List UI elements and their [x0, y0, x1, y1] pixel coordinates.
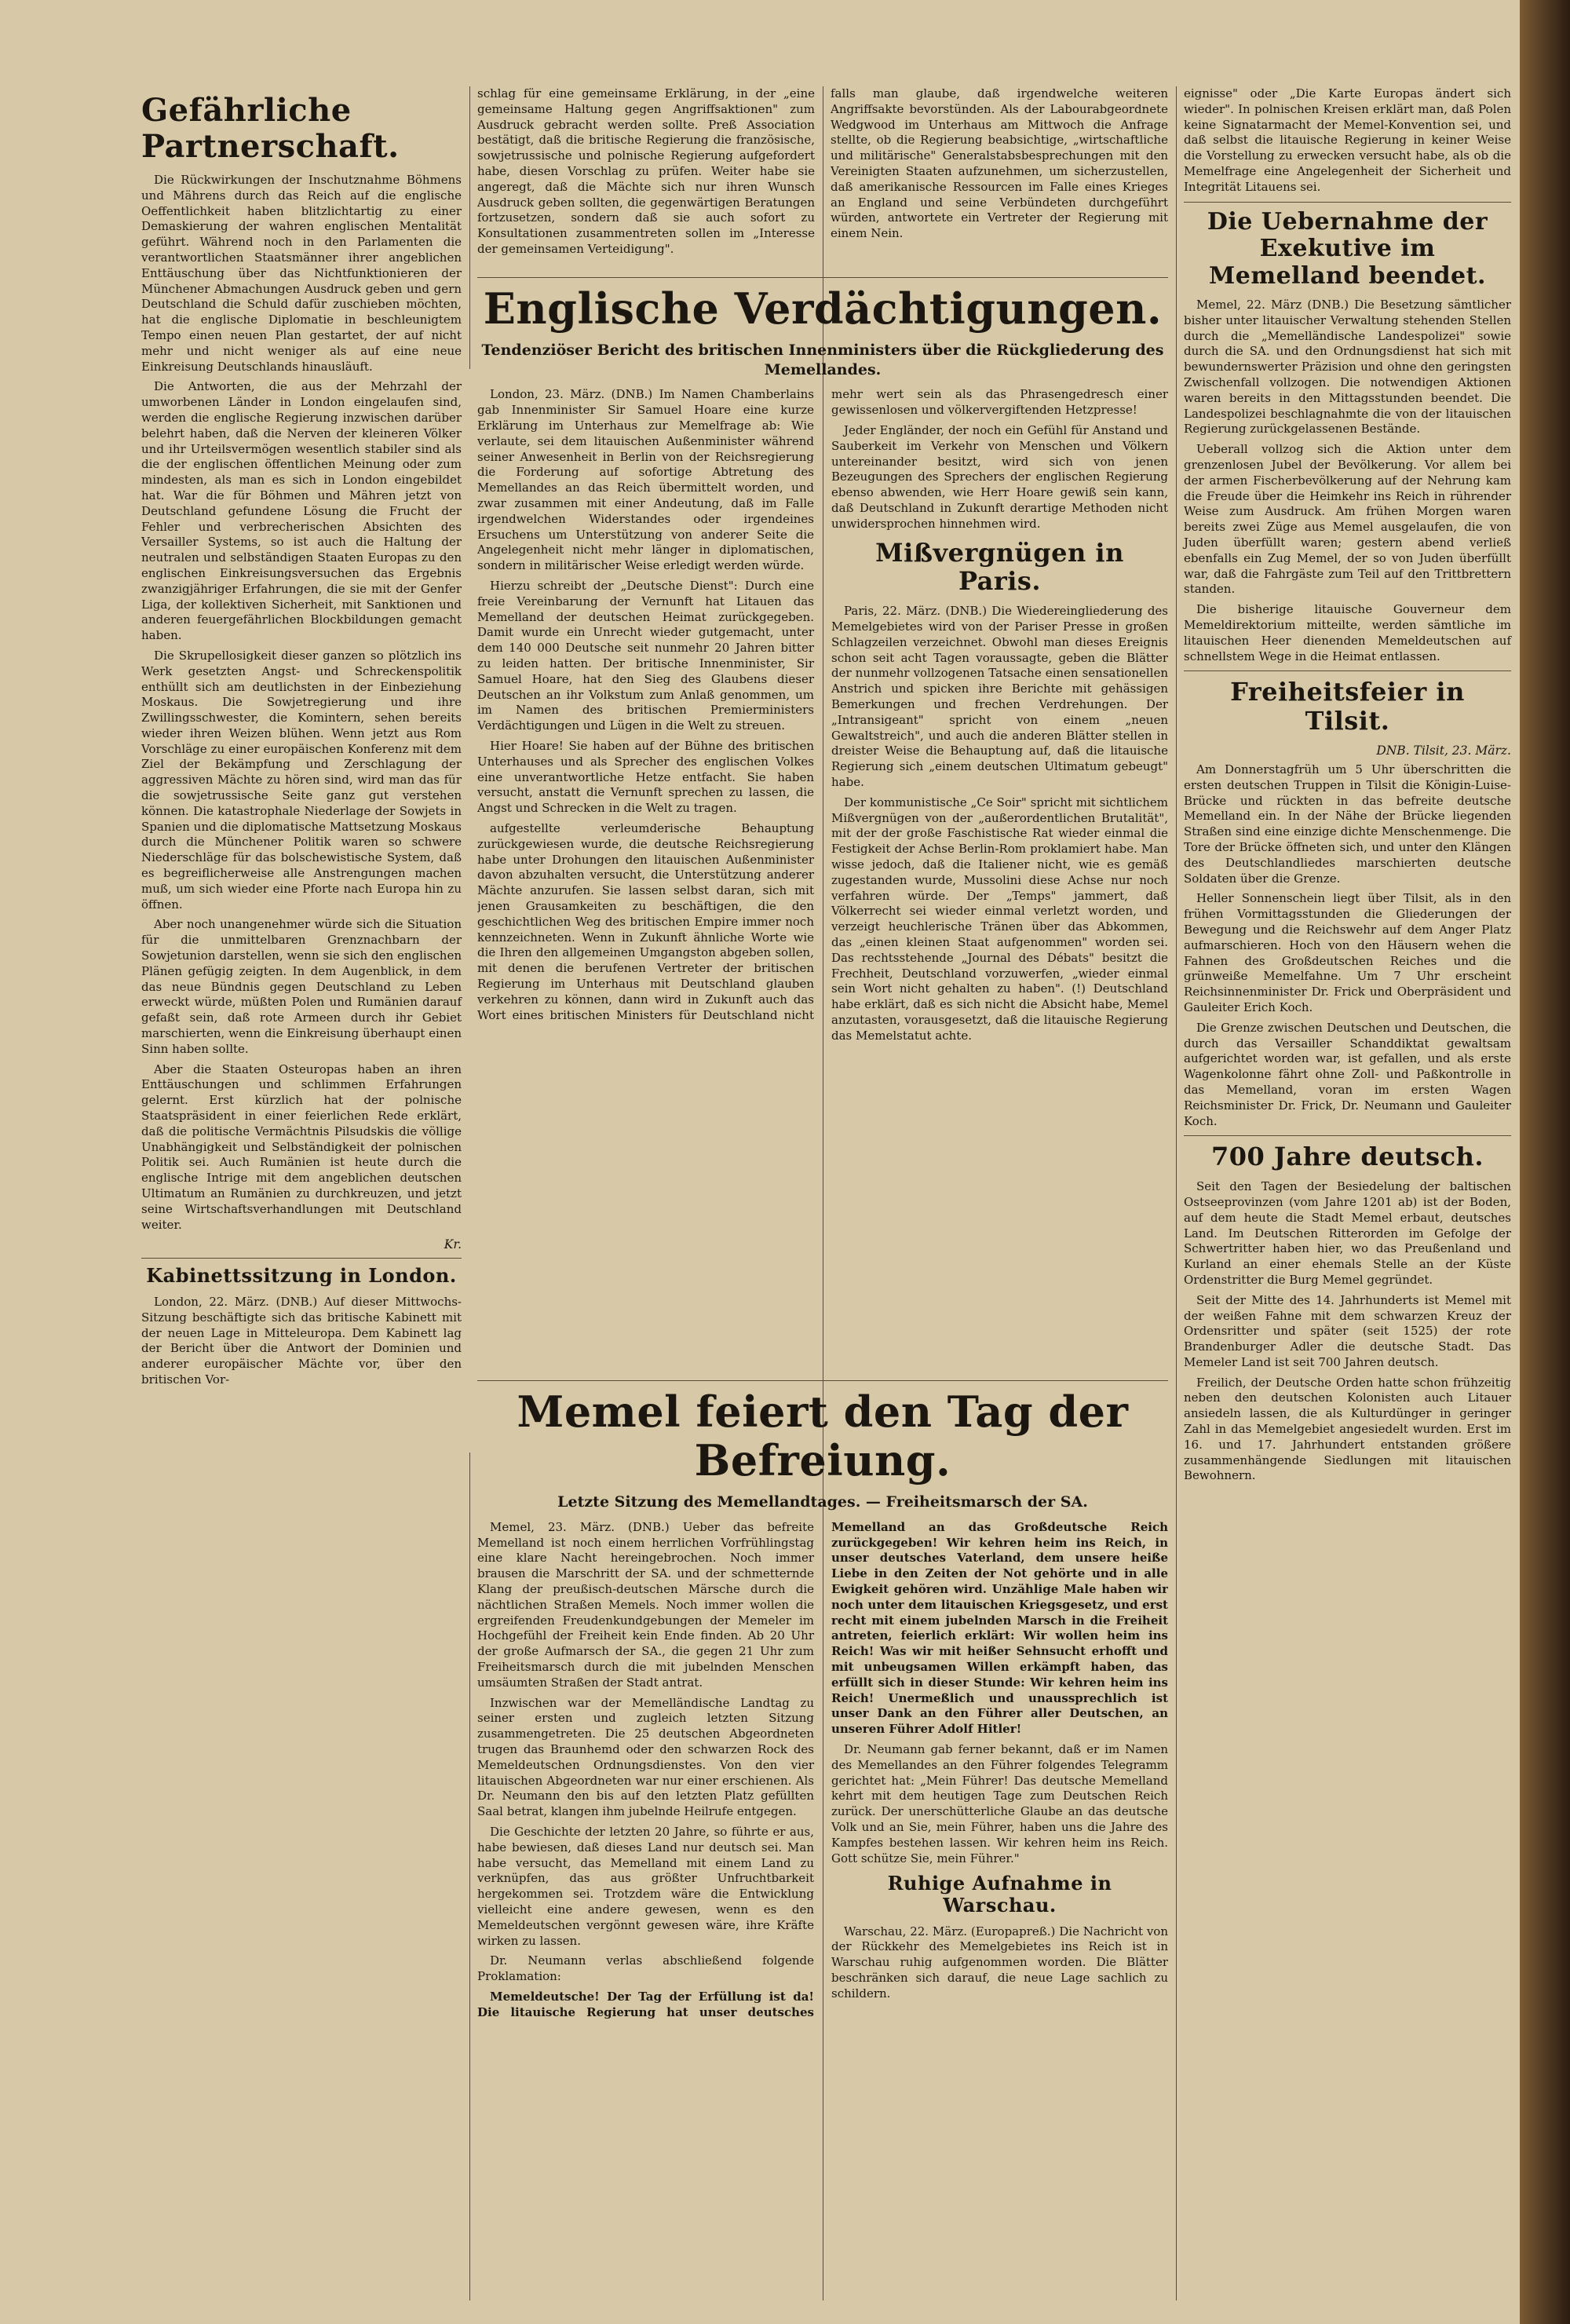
article-body: [477, 1520, 1168, 2313]
divider: [477, 277, 1168, 278]
article-paragraph: Seit der Mitte des 14. Jahrhunderts ist Memel mit der weißen Fahne mit dem schwarzen Kreuz der Ordensritter und später (seit 1525) der rote Brandenburger Adler die deutsche Stadt. Das Memeler Land ist seit 700 Jahren deutsch.: [1184, 1292, 1511, 1369]
divider: [141, 1258, 462, 1259]
article-paragraph: schlag für eine gemeinsame Erklärung, in der „eine gemeinsame Haltung gegen Angriffsaktionen" zum Ausdruck gebracht werden sollte. Preß Association bestätigt, daß die britische Regierung die französische, sowjetrussische und polnische Regierung aufgefordert habe, diesen Vorschlag zu prüfen. Weiter habe sie angeregt, daß die Mächte sich nur ihren Wunsch Ausdruck geben sollten, die gegenwärtigen Beratungen fortzusetzen, sondern daß sie auch sofort zu Konsultationen zusammentreten sollen im „Interesse der gemeinsamen Verteidigung".: [477, 86, 815, 256]
article-paragraph: Jeder Engländer, der noch ein Gefühl für Anstand und Sauberkeit im Verkehr von Menschen und Völkern untereinander besitzt, wird sich von jenen Bezeugungen des Sprechers der englischen Regierung ebenso abwenden, wie Herr Hoare gewiß sein kann, daß Deutschland in Zukunft derartige Methoden nicht unwidersprochen hinnehmen wird.: [831, 423, 1168, 531]
article-paragraph: Paris, 22. März. (DNB.) Die Wiedereingliederung des Memelgebietes wird von der Pariser Presse in großen Schlagzeilen verzeichnet. Obwohl man dieses Ereignis schon seit acht Tagen voraussagte, geben die Blätter der nunmehr vollzogenen Tatsache einen sensationellen Anstrich und spicken ihre Berichte mit gehässigen Bemerkungen und frechen Verdrehungen. Der „Intransigeant" spricht von einem „neuen Gewaltstreich", und auch die anderen Blätter stellen in dreister Weise die Behauptung auf, daß die litauische Regierung sich „einem deutschen Ultimatum gebeugt" habe.: [831, 604, 1168, 789]
article-paragraph: Heller Sonnenschein liegt über Tilsit, als in den frühen Vormittagsstunden die Gliederungen der Bewegung und die Reichswehr auf dem Anger Platz aufmarschieren. Hoch von den Häusern wehen die Fahnen des Großdeutschen Reiches und die grünweiße Memelfahne. Um 7 Uhr erscheint Reichsinnenminister Dr. Frick und Oberpräsident und Gauleiter Erich Koch.: [1184, 891, 1511, 1014]
article-paragraph: Die Antworten, die aus der Mehrzahl der umworbenen Länder in London eingelaufen sind, werden die englische Regierung inzwischen darüber belehrt haben, daß die Nerven der kleineren Völker und ihr Urteilsvermögen wesentlich stabiler sind als die der englischen öffentlichen Meinung oder zum mindesten, als man es sich in London eingebildet hat. War die für Böhmen und Mähren jetzt von Deutschland gefundene Lösung die Frucht der Fehler und verbrecherischen Absichten des Versailler Systems, so ist auch die Haltung der neutralen und selbständigen Staaten Europas zu den englischen Einkreisungsversuchen das Ergebnis zwanzigjähriger Erfahrungen, die sie mit der Genfer Liga, der kollektiven Sicherheit, mit Sanktionen und anderen feuergefährlichen Blockbildungen gemacht haben.: [141, 379, 462, 643]
article-title: Ruhige Aufnahme in Warschau.: [887, 1872, 1112, 1917]
article-paragraph: Die Geschichte der letzten 20 Jahre, so führte er aus, habe bewiesen, daß dieses Land nur deutsch sei. Man habe versucht, das Memelland mit einem Land zu verknüpfen, das aus größter Unfruchtbarkeit hergekommen sei. Trotzdem wäre die Entwicklung vielleicht eine andere gewesen, wenn es den Memeldeutschen vergönnt gewesen wäre, ihre Kräfte wirken zu lassen.: [477, 1825, 814, 1948]
article-paragraph: Die bisherige litauische Gouverneur dem Memeldirektorium mitteilte, werden sämtliche im litauischen Heer dienenden Memeldeutschen auf schnellstem Wege in die Heimat entlassen.: [1184, 602, 1511, 663]
article-subtitle: Letzte Sitzung des Memellandtages. — Freiheitsmarsch der SA.: [557, 1493, 1088, 1511]
article-paragraph: aufgestellte verleumderische Behauptung zurückgewiesen wurde, die deutsche Reichsregierung habe unter Drohungen den litauischen Außenminister davon abzuhalten versucht, die Unterstützung anderer Mächte anzurufen. Sie lassen selbst daran, sich mit jenen Grausamkeiten zu beschäftigen, die den geschichtlichen Weg des britischen Empire immer noch kennzeichneten. Wenn in Zukunft ähnliche Worte wie die Ihren den allgemeinen Umgangston abgeben sollen, mit denen die berufenen Vertreter der britischen Regierung im Unterhaus mit Deutschland glauben verkehren zu können, dann wird in Zukunft auch das Wort eines britischen Ministers für Deutschland nicht mehr wert sein als das Phrasengedresch einer gewissenlosen und völkervergiftenden Hetzpresse!: [477, 387, 1168, 1022]
column-rule: [1176, 86, 1177, 2300]
article-paragraph: Freilich, der Deutsche Orden hatte schon frühzeitig neben den deutschen Kolonisten auch Litauer ansiedeln lassen, die als Kulturdünger in geringer Zahl in das Memelgebiet angesiedelt wurden. Erst im 16. und 17. Jahrhundert entstanden größere zusammenhängende Siedlungen mit litauischen Bewohnern.: [1184, 1375, 1511, 1483]
article-paragraph: Der kommunistische „Ce Soir" spricht mit sichtlichem Mißvergnügen von der „außerordentlichen Brutalität", mit der der große Faschistische Rat wieder einmal die Festigkeit der Achse Berlin-Rom proklamiert habe. Man wisse jedoch, daß die Italiener nicht, wie es gemäß zugestanden wurde, Mussolini diese Achse nur noch verfahren würde. Der „Temps" jammert, daß Völkerrecht sei wieder einmal verletzt worden, und verzeigt heuchlerische Tränen über das Abkommen, das „einen kleinen Staat aufgenommen" worden sei. Das rechtsstehende „Journal des Débats" besitzt die Frechheit, Deutschland vorzuwerfen, „wieder einmal sein Wort nicht gehalten zu haben". (!) Deutschland habe erklärt, daß es sich nicht die Absicht habe, Memel anzutasten, vorausgesetzt, daß die litauische Regierung das Memelstatut achte.: [831, 795, 1168, 1043]
article-title: Die Uebernahme der Exekutive im Memelland beendet.: [1207, 207, 1488, 290]
article-verdacht: [477, 271, 1168, 1094]
article-title: Freiheitsfeier in Tilsit.: [1230, 677, 1465, 736]
article-paragraph: Dr. Neumann verlas abschließend folgende Proklamation:: [477, 1953, 814, 1984]
article-title: Gefährliche Partnerschaft.: [141, 92, 400, 165]
article-memel: [477, 1374, 1168, 2313]
column-2-top: [477, 86, 815, 298]
article-title: Kabinettssitzung in London.: [146, 1264, 457, 1288]
article-paragraph: Am Donnerstagfrüh um 5 Uhr überschritten die ersten deutschen Truppen in Tilsit die Königin-Luise-Brücke und rückten in das befreite deutsche Memelland ein. In der Nähe der Brücke liegenden Straßen sind eine einzige dichte Menschenmenge. Die Tore der Brücke öffneten sich, und unter den Klängen des Deutschlandliedes marschierten deutsche Soldaten über die Grenze.: [1184, 762, 1511, 886]
article-paragraph: falls man glaube, daß irgendwelche weiteren Angriffsakte bevorstünden. Als der Labourabgeordnete Wedgwood im Unterhaus am Mittwoch die Anfrage stellte, ob die Regierung beabsichtige, „wirtschaftliche und militärische" Generalstabsbesprechungen mit den Vereinigten Staaten aufzunehmen, um sicherzustellen, daß amerikanische Ressourcen im Falle eines Krieges an England und seine Verbündeten durchgeführt würden, antwortete ein Vertreter der Regierung mit einem Nein.: [831, 86, 1168, 241]
article-paragraph: eignisse" oder „Die Karte Europas ändert sich wieder". In polnischen Kreisen erklärt man, daß Polen keine Signatarmacht der Memel-Konvention sei, und daß selbst die litauische Regierung in keiner Weise die Vorstellung zu erwecken versucht habe, als ob die Memelfrage eine Angelegenheit der Sicherheit und Integrität Litauens sei.: [1184, 86, 1511, 194]
divider: [1184, 202, 1511, 203]
column-rule: [469, 1452, 470, 2300]
proclamation: Memeldeutsche! Der Tag der Erfüllung ist da! Die litauische Regierung hat unser deutsches Memelland an das Großdeutsche Reich zurückgegeben! Wir kehren heim ins Reich, in unser deutsches Vaterland, dem unsere heiße Liebe in den Zeiten der Not gehörte und in alle Ewigkeit gehören wird. Unzählige Male haben wir noch unter dem litauischen Kriegsgesetz, und erst recht mit einem jubelnden Marsch in die Freiheit antreten, feierlich erklärt: Wir wollen heim ins Reich! Was wir mit heißer Sehnsucht erhofft und mit unbeugsamen Willen erkämpft haben, das erfüllt sich in dieser Stunde: Wir kehren heim ins Reich! Unermeßlich und unaussprechlich ist unser Dank an den Führer aller Deutschen, an unseren Führer Adolf Hitler!: [477, 1519, 1168, 2019]
article-paragraph: Warschau, 22. März. (Europapreß.) Die Nachricht von der Rückkehr des Memelgebietes ins Reich ist in Warschau ruhig aufgenommen worden. Die Blätter beschränken sich darauf, die neue Lage sachlich zu schildern.: [831, 1924, 1168, 2001]
article-paragraph: Seit den Tagen der Besiedelung der baltischen Ostseeprovinzen (vom Jahre 1201 ab) ist der Boden, auf dem heute die Stadt Memel erbaut, deutsches Land. Im Deutschen Ritterorden im Gefolge der Schwertritter haben hier, wo das Preußenland und Kurland an einer ehemals Stelle an der Küste Ordenstritter die Burg Memel gegründet.: [1184, 1179, 1511, 1287]
column-1: [141, 86, 462, 1393]
article-title: Memel feiert den Tag der Befreiung.: [517, 1387, 1129, 1486]
article-paragraph: Ueberall vollzog sich die Aktion unter dem grenzenlosen Jubel der Bevölkerung. Vor allem bei der armen Fischerbevölkerung auf der Nehrung kam die Freude über die Heimkehr ins Reich in rührender Weise zum Ausdruck. Am frühen Morgen waren bereits zwei Züge aus Memel ausgelaufen, die von Juden überfüllt waren; gestern abend verließ ebenfalls ein Zug Memel, der so von Juden überfüllt war, daß die Fahrgäste zum Teil auf den Trittbrettern standen.: [1184, 442, 1511, 597]
page-content: [141, 86, 1511, 2300]
article-paragraph: Memel, 23. März. (DNB.) Ueber das befreite Memelland ist noch einem herrlichen Vorfrühlingstag eine klare Nacht hereingebrochen. Noch immer brausen die Marschritt der SA. und der schmetternde Klang der preußisch-deutschen Märsche durch die nächtlichen Straßen Memels. Noch immer wollen die ergreifenden Freudenkundgebungen der Memeler im Hochgefühl der Freiheit kein Ende finden. Ab 20 Uhr der große Aufmarsch der SA., die gegen 21 Uhr zum Freiheitsmarsch durch die mit jubelnden Menschen umsäumten Straßen der Stadt antrat.: [477, 1519, 814, 1690]
column-3-top: [831, 86, 1168, 298]
article-subtitle: Tendenziöser Bericht des britischen Innenministers über die Rückgliederung des Memellandes.: [481, 342, 1164, 378]
book-binding: [1520, 0, 1570, 2324]
article-paragraph: Inzwischen war der Memelländische Landtag zu seiner ersten und zugleich letzten Sitzung zusammengetreten. Die 25 deutschen Abgeordneten trugen das Braunhemd oder den schwarzen Rock des Memeldeutschen Ordnungsdienstes. Von den vier litauischen Abgeordneten war nur einer erschienen. Als Dr. Neumann den bis auf den letzten Platz gefüllten Saal betrat, klangen ihm jubelnde Heilrufe entgegen.: [477, 1695, 814, 1819]
article-paragraph: Die Grenze zwischen Deutschen und Deutschen, die durch das Versailler Schanddiktat gewaltsam aufgerichtet worden war, ist gefallen, und als erste Wagenkolonne fährt ohne Zoll- und Paßkontrolle in das Memelland, voran im ersten Wagen Reichsminister Dr. Frick, Dr. Neumann und Gauleiter Koch.: [1184, 1020, 1511, 1128]
article-paragraph: Hierzu schreibt der „Deutsche Dienst": Durch eine freie Vereinbarung der Vernunft hat Litauen das Memelland der deutschen Heimat zurückgegeben. Damit wurde ein Unrecht wieder gutgemacht, unter dem 140 000 Deutsche seit nunmehr 20 Jahren bitter zu leiden hatten. Der britische Innenminister, Sir Samuel Hoare, hat den Sieg des Glaubens dieser Deutschen an ihr Volkstum zum Anlaß genommen, um im Namen des britischen Premierministers Verdächtigungen und Lügen in die Welt zu streuen.: [477, 579, 814, 733]
article-paragraph: Die Rückwirkungen der Inschutznahme Böhmens und Mährens durch das Reich auf die englische Oeffentlichkeit haben blitzlichtartig zu einer Demaskierung der wahren englischen Mentalität geführt. Während noch in den Parlamenten die verantwortlichen Staatsmänner ihrer angeblichen Enttäuschung über das Nichtfunktionieren der Münchener Abmachungen Ausdruck geben und gern Deutschland die Schuld dafür zuschieben möchten, hat die englische Diplomatie in beschleunigtem Tempo einen neuen Plan gestartet, der auf nicht mehr und nicht weniger als auf eine neue Einkreisung Deutschlands hinausläuft.: [141, 173, 462, 374]
article-body: [477, 387, 1168, 1094]
article-title: 700 Jahre deutsch.: [1210, 1142, 1484, 1172]
divider: [1184, 1135, 1511, 1136]
article-dateline: DNB. Tilsit, 23. März.: [1376, 744, 1511, 758]
article-paragraph: Memel, 22. März (DNB.) Die Besetzung sämtlicher bisher unter litauischer Verwaltung stehenden Stellen durch die „Memelländische Landespolizei" sowie durch die SA. und den Ordnungsdienst hat sich mit bewundernswerter Präzision und ohne den geringsten Zwischenfall vollzogen. Die notwendigen Aktionen waren bereits in den Mittagsstunden beendet. Die Landespolizei beschlagnahmte die von der litauischen Regierung zurückgelassenen Bestände.: [1184, 298, 1511, 437]
article-paragraph: Hier Hoare! Sie haben auf der Bühne des britischen Unterhauses und als Sprecher des englischen Volkes eine unverantwortliche Hetze entfacht. Sie haben versucht, anstatt die Vernunft sprechen zu lassen, die Angst und Schrecken in die Welt zu tragen.: [477, 739, 814, 816]
article-paragraph: Aber noch unangenehmer würde sich die Situation für die unmittelbaren Grenznachbarn der Sowjetunion darstellen, wenn sie sich den englischen Plänen gefügig zeigten. In dem Augenblick, in dem das neue Bündnis gegen Deutschland zu Leben erweckt würde, müßten Polen und Rumänien darauf gefaßt sein, daß rote Armeen durch ihr Gebiet marschierten, wenn die Einkreisung überhaupt einen Sinn haben sollte.: [141, 917, 462, 1056]
article-paragraph: Die Skrupellosigkeit dieser ganzen so plötzlich ins Werk gesetzten Angst- und Schreckenspolitik enthüllt sich am deutlichsten in der Einbeziehung Moskaus. Die Sowjetregierung und ihre Zwillingsschwester, die Komintern, sehen bereits wieder ihren Weizen blühen. Wenn jetzt aus Rom Vorschläge zu einer europäischen Konferenz mit dem Ziel der Bekämpfung und Zerschlagung der aggressiven Mächte zu hören sind, wird man das für die sowjetrussische Seite ganz gut verstehen können. Die katastrophale Niederlage der Sowjets in Spanien und die diplomatische Mattsetzung Moskaus durch die Münchener Politik waren so schwere Niederschläge für das bolschewistische System, daß es begreiflicherweise alle Anstrengungen machen muß, um sich wieder eine Pforte nach Europa hin zu öffnen.: [141, 648, 462, 912]
article-paragraph: London, 23. März. (DNB.) Im Namen Chamberlains gab Innenminister Sir Samuel Hoare eine kurze Erklärung im Unterhaus zur Memelfrage ab: Wie verlaute, sei dem litauischen Außenminister während seiner Anwesenheit in Berlin von der Reichsregierung die Forderung auf sofortige Abtretung des Memellandes an das Reich übermittelt worden, und zwar zusammen mit einer Andeutung, daß im Falle irgendwelchen Widerstandes oder irgendeines Ersuchens um Unterstützung von anderer Seite die Angelegenheit nicht mehr länger in diplomatischen, sondern in militärischer Weise erledigt werden würde.: [477, 387, 814, 573]
article-paragraph: Aber die Staaten Osteuropas haben an ihren Enttäuschungen und schlimmen Erfahrungen gelernt. Erst kürzlich hat der polnische Staatspräsident in einer feierlichen Rede erklärt, daß die politische Vermächtnis Pilsudskis die völlige Unabhängigkeit und Selbständigkeit der polnischen Politik sei. Auch Rumänien ist heute durch die englische Intrige mit dem angeblichen deutschen Ultimatum an Rumänien zu durchkreuzen, und jetzt seine Wirtschaftsverhandlungen mit Deutschland weiter.: [141, 1062, 462, 1232]
column-4: [1184, 86, 1511, 1489]
divider: [477, 1380, 1168, 1381]
article-title: Englische Verdächtigungen.: [483, 283, 1163, 334]
article-signature: Kr.: [444, 1237, 462, 1252]
article-paragraph: Dr. Neumann gab ferner bekannt, daß er im Namen des Memellandes an den Führer folgendes Telegramm gerichtet hat: „Mein Führer! Das deutsche Memelland kehrt mit dem heutigen Tage zum Deutschen Reich zurück. Der unerschütterliche Glaube an das deutsche Volk und an Sie, mein Führer, haben uns die Jahre des Kampfes bestehen lassen. Wir kehren heim ins Reich. Gott schütze Sie, mein Führer.": [831, 1742, 1168, 1865]
column-rule: [469, 86, 470, 369]
article-paragraph: London, 22. März. (DNB.) Auf dieser Mittwochs-Sitzung beschäftigte sich das britische Kabinett mit der neuen Lage in Mitteleuropa. Dem Kabinett lag der Bericht über die Antwort der Dominien und anderer europäischer Mächte vor, über den britischen Vor-: [141, 1294, 462, 1387]
article-title: Mißvergnügen in Paris.: [875, 537, 1124, 597]
